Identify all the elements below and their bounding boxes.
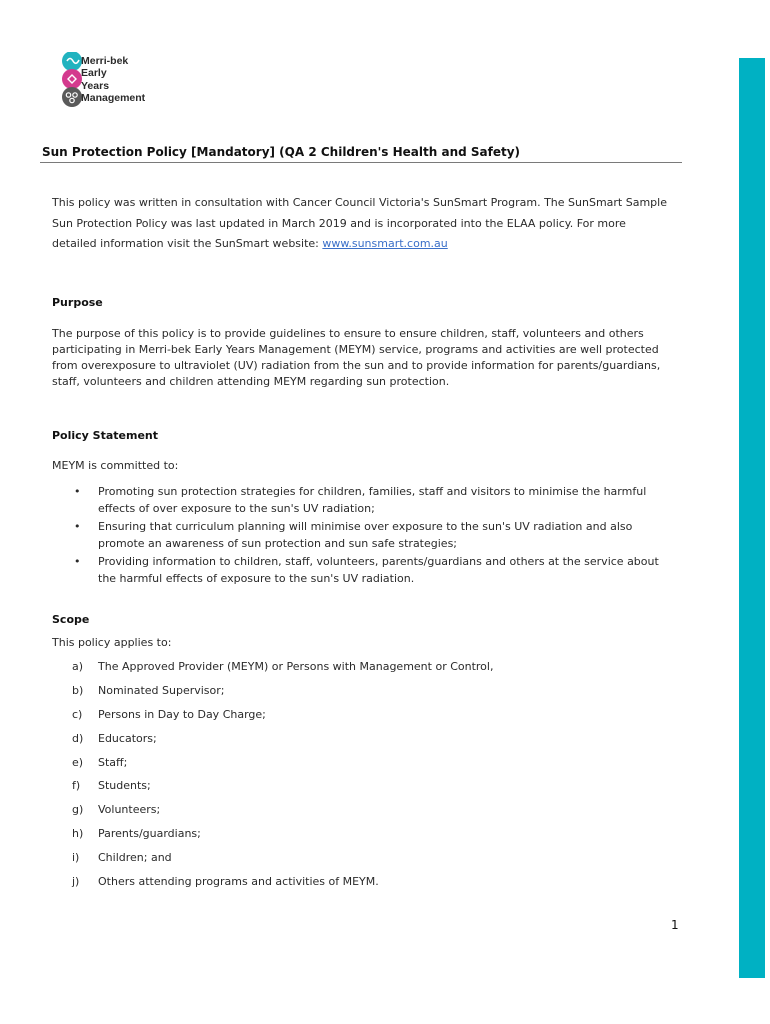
list-item [52,778,493,802]
bullet-line: Providing information to children, staff, volunteers, parents/guardians and others at the service about [98,555,659,568]
list-item [52,874,493,898]
scope-lead: This policy applies to: [52,636,172,649]
list-item [52,826,493,850]
list-item-text: Nominated Supervisor; [98,683,225,697]
bullet-line: the harmful effects of exposure to the sun's UV radiation. [98,571,415,585]
scope-heading: Scope [52,613,90,626]
intro-line: Sun Protection Policy was last updated in March 2019 and is incorporated into the ELAA policy. For more [52,216,626,230]
list-item-text: Students; [98,779,151,793]
policy-statement-list [52,484,659,589]
logo-line: Merri-bek [81,55,129,67]
list-marker: h) [72,827,84,841]
bullet-icon: • [74,520,81,533]
intro-line-prefix: detailed information visit the SunSmart website: [52,237,323,250]
list-item [52,802,493,826]
purpose-line: staff, volunteers and children attending MEYM regarding sun protection. [52,375,450,388]
list-item [52,683,493,707]
list-marker: f) [72,779,81,793]
list-marker: d) [72,731,84,745]
list-item-text: Staff; [98,755,128,769]
sunsmart-website-link[interactable]: www.sunsmart.com.au [322,237,448,250]
purpose-heading: Purpose [52,296,103,309]
bullet-icon: • [74,555,81,568]
list-item [52,850,493,874]
policy-statement-lead: MEYM is committed to: [52,459,179,472]
policy-statement-heading: Policy Statement [52,429,159,442]
list-marker: b) [72,683,84,697]
list-item-text: Parents/guardians; [98,827,201,841]
intro-line: This policy was written in consultation with Cancer Council Victoria's SunSmart Program. The SunSmart Sample [52,196,667,209]
logo-line: Years [81,79,110,92]
scope-list [52,659,493,898]
accent-side-bar [739,58,765,978]
logo-line: Management [81,91,146,104]
list-marker: i) [72,851,80,865]
list-item [52,519,659,552]
list-item [52,484,659,517]
list-item [52,731,493,755]
list-item-text: Persons in Day to Day Charge; [98,707,266,721]
intro-line [52,234,667,255]
list-marker: g) [72,803,84,817]
bullet-line: effects of over exposure to the sun's UV radiation; [98,501,375,515]
bullet-line: promote an awareness of sun protection and sun safe strategies; [98,536,458,550]
list-item [52,554,659,587]
bullet-line: Ensuring that curriculum planning will minimise over exposure to the sun's UV radiation and also [98,520,633,533]
list-item-text: Volunteers; [98,803,161,817]
logo-line: Early [81,67,107,80]
list-item-text: Children; and [98,851,172,865]
list-marker: c) [72,707,83,721]
list-item [52,707,493,731]
list-item [52,755,493,779]
page-number: 1 [671,918,679,932]
list-item-text: The Approved Provider (MEYM) or Persons with Management or Control, [98,660,494,673]
purpose-paragraph [52,326,660,390]
intro-paragraph [52,193,667,255]
list-item-text: Others attending programs and activities of MEYM. [98,875,379,889]
list-item-text: Educators; [98,731,157,745]
bullet-icon: • [74,485,81,498]
logo-wordmark [81,55,145,104]
list-item [52,659,493,683]
document-title: Sun Protection Policy [Mandatory] (QA 2 Children's Health and Safety) [42,145,521,159]
title-divider [40,162,682,163]
bullet-line: Promoting sun protection strategies for children, families, staff and visitors to minimise the harmful [98,485,647,498]
purpose-line: from overexposure to ultraviolet (UV) radiation from the sun and to provide information for parents/guardians, [52,359,661,372]
purpose-line: The purpose of this policy is to provide guidelines to ensure to ensure children, staff, volunteers and others [52,327,644,340]
list-marker: e) [72,755,84,769]
purpose-line: participating in Merri-bek Early Years Management (MEYM) service, programs and activities are well protected [52,343,659,356]
list-marker: a) [72,660,84,673]
list-marker: j) [72,875,80,889]
